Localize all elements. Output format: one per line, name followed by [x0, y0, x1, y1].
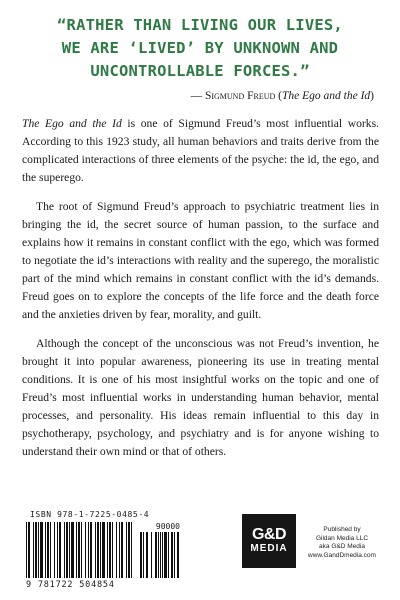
price-code: 90000 [155, 522, 180, 531]
publisher-line: aka G&D Media [319, 543, 365, 550]
logo-text-top: G&D [251, 526, 287, 543]
book-description [22, 115, 379, 472]
quote-attribution [191, 90, 374, 102]
description-paragraph-1 [22, 115, 379, 187]
publisher-line: Published by [323, 526, 361, 533]
isbn-barcode [24, 510, 182, 590]
barcode-icon [24, 522, 182, 580]
publisher-line: www.GandDmedia.com [308, 551, 376, 559]
isbn-number: ISBN 978-1-7225-0485-4 [30, 510, 150, 519]
logo-text-bottom: MEDIA [250, 543, 288, 554]
attribution-work: The Ego and the Id [282, 90, 371, 102]
description-paragraph-3: Although the concept of the unconscious was not Freud’s invention, he brought it into popular awareness, pioneering its use in treating mental conditions. It is one of his most insightful works on the topic and one of Freud’s most influential works in understanding human behavior, mental processes, and personality. His ideas remain influential to this day in psychotherapy, psychology, and psychiatry and is for anyone wishing to understand their own mind or that of others. [22, 337, 379, 458]
publisher-line: Gildan Media LLC [315, 534, 369, 542]
attribution-paren-open: ( [275, 90, 282, 102]
description-paragraph-2: The root of Sigmund Freud’s approach to psychiatric treatment lies in bringing the id, the secret source of human passion, to the surface and explains how it remains in constant conflict with the ego, which was formed to negotiate the id’s interactions with reality and the superego, the moralistic part of the mind which remains in constant conflict with the id’s demands. Freud goes on to explore the concepts of the life force and the death force and the anxieties driven by fear, morality, and guilt. [22, 200, 379, 321]
publisher-logo [242, 514, 296, 568]
attribution-paren-close: ) [370, 90, 374, 102]
publisher-info [302, 526, 382, 560]
attribution-author: Sigmund Freud [204, 90, 276, 102]
description-text: is one of Sigmund Freud’s most influential works. According to this 1923 study, all human behaviors and traits derive from the complicated interactions of three elements of the psyche: the id, the ego, and the superego. [22, 117, 379, 184]
attribution-dash: — [190, 90, 205, 102]
quote-line: WE ARE ‘LIVED’ BY UNKNOWN AND [61, 39, 339, 57]
book-title-inline: The Ego and the Id [22, 117, 122, 130]
ean-digits: 9 781722 504854 [26, 580, 115, 590]
quote-line: UNCONTROLLABLE FORCES.” [90, 62, 310, 80]
quote-line: “RATHER THAN LIVING OUR LIVES, [57, 16, 343, 34]
cover-quote [22, 14, 378, 83]
